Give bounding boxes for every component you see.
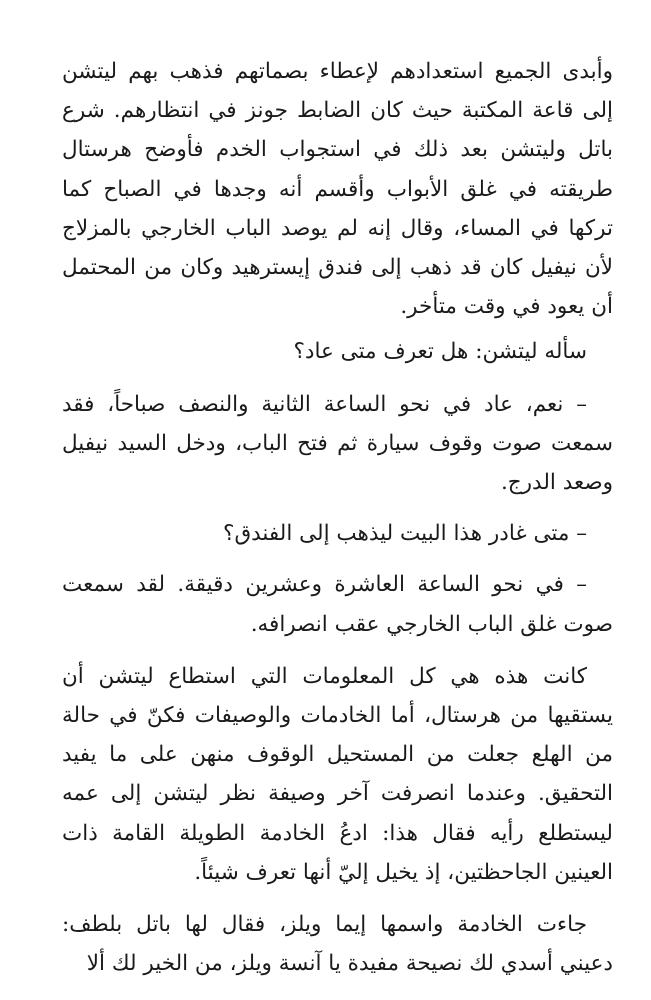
paragraph-question-when-left: – متى غادر هذا البيت ليذهب إلى الفندق؟ bbox=[223, 521, 587, 547]
book-page bbox=[62, 52, 613, 983]
paragraph-answer-left-time: – في نحو الساعة العاشرة وعشرين دقيقة. لقد سمعت صوت غلق الباب الخارجي عقب انصرافه. bbox=[62, 572, 613, 637]
paragraph-maid-emma-wales: جاءت الخادمة واسمها إيما ويلز، فقال لها باتل بلطف: دعيني أسدي لك نصيحة مفيدة يا آنسة ويلز، من الخير لك ألا bbox=[62, 912, 613, 977]
paragraph-fingerprints-and-servants: وأبدى الجميع استعدادهم لإعطاء بصماتهم فذهب بهم ليتشن إلى قاعة المكتبة حيث كان الضابط جونز في انتظارهم. شرع باتل وليتشن بعد ذلك في استجواب الخدم فأوضح هرستال طريقته في غلق الأبواب وأقسم أنه وجدها في الصباح كما تركها في المساء، وقال إنه لم يوصد الباب الخارجي بالمزلاج لأن نيفيل كان قد ذهب إلى فندق إيسترهيد وكان من المحتمل أن يعود في وقت متأخر. bbox=[62, 59, 613, 320]
paragraph-question-when-returned: سأله ليتشن: هل تعرف متى عاد؟ bbox=[293, 339, 587, 365]
paragraph-answer-returned-time: – نعم، عاد في نحو الساعة الثانية والنصف صباحاً، فقد سمعت صوت وقوف سيارة ثم فتح الباب، ودخل السيد نيفيل وصعد الدرج. bbox=[62, 391, 613, 496]
paragraph-information-from-hurstall: كانت هذه هي كل المعلومات التي استطاع ليتشن أن يستقيها من هرستال، أما الخادمات والوصيفات فكنّ في حالة من الهلع جعلت من المستحيل الوقوف منهن على ما يفيد التحقيق. وعندما انصرفت آخر وصيفة نظر ليتشن إلى عمه ليستطلع رأيه فقال هذا: ادعُ الخادمة الطويلة القامة ذات العينين الجاحظتين، إذ يخيل إليّ أنها تعرف شيئاً. bbox=[62, 663, 613, 885]
